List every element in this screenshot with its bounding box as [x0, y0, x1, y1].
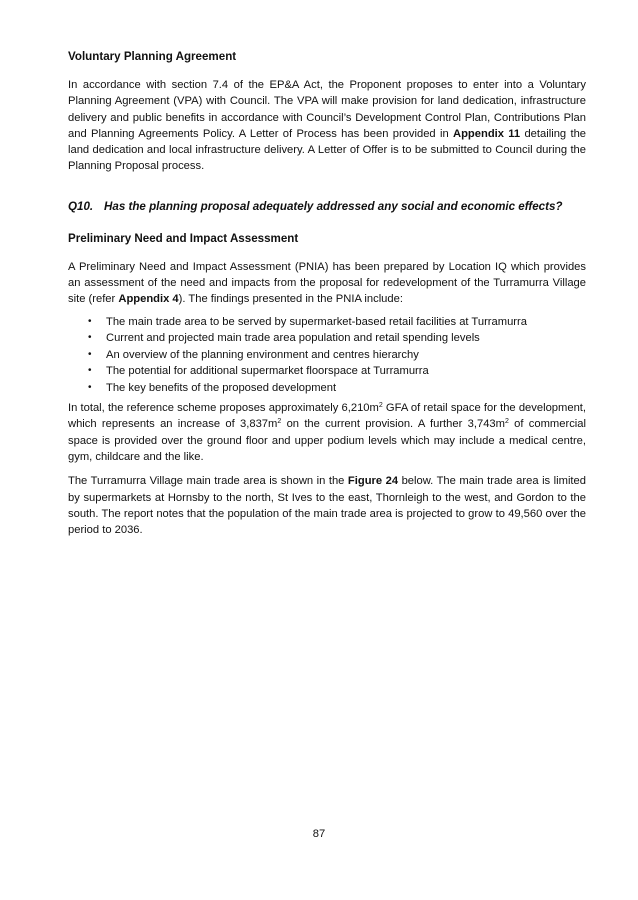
floorspace-text-1: In total, the reference scheme proposes approximately 6,210m: [68, 402, 379, 415]
trade-area-text-1: The Turramurra Village main trade area is shown in the: [68, 475, 348, 488]
pnia-intro-text-2: ). The findings presented in the PNIA include:: [178, 293, 403, 306]
vpa-heading: Voluntary Planning Agreement: [68, 50, 237, 63]
bullet-icon: •: [88, 365, 92, 377]
appendix-4-reference: Appendix 4: [118, 293, 179, 306]
appendix-11-reference: Appendix 11: [453, 127, 521, 140]
finding-text: The key benefits of the proposed development: [106, 381, 337, 394]
finding-text: The potential for additional supermarket floorspace at Turramurra: [106, 365, 429, 378]
page-number: 87: [312, 828, 326, 840]
vpa-text-1: In accordance with section 7.4 of the EP&A Act, the Proponent proposes to enter into a Voluntary Planning Agreement (VPA) with Council. The VPA will make provision for land dedication, infrastructure delivery and public benefits in accordance with Council’s Development Control Plan, Contributions Plan and Planning Agreements Policy. A Letter of Process has been provided in: [68, 79, 586, 140]
list-item: [68, 330, 586, 347]
pnia-findings-list: [68, 314, 586, 397]
list-item: [68, 347, 586, 364]
document-page: [68, 49, 586, 539]
floorspace-text-4: of commercial space is provided over the ground floor and upper podium levels which may include a medical centre, gym, childcare and the like.: [68, 418, 586, 464]
squared-superscript: 2: [378, 402, 383, 410]
list-item: [68, 380, 586, 397]
finding-text: Current and projected main trade area population and retail spending levels: [106, 332, 480, 345]
bullet-icon: •: [88, 381, 92, 393]
floorspace-text-3: on the current provision. A further 3,743m: [281, 418, 505, 431]
question-number: Q10.: [68, 199, 94, 213]
finding-text: The main trade area to be served by supermarket-based retail facilities at Turramurra: [106, 315, 527, 328]
bullet-icon: •: [88, 332, 92, 344]
bullet-icon: •: [88, 315, 92, 327]
vpa-paragraph: [68, 77, 586, 175]
list-item: [68, 363, 586, 380]
floorspace-text-2: GFA of retail space for the development, which represents an increase of 3,837m: [68, 402, 587, 431]
pnia-intro-paragraph: [68, 259, 586, 308]
trade-area-paragraph: [68, 473, 586, 538]
squared-superscript: 2: [504, 418, 509, 426]
floorspace-paragraph: [68, 400, 586, 465]
trade-area-text-2: below. The main trade area is limited by supermarkets at Hornsby to the north, St Ives to the east, Thornleigh to the west, and Gordon to the south. The report notes that the population of the main trade area is projected to grow to 49,560 over the period to 2036.: [68, 475, 586, 537]
pnia-heading: Preliminary Need and Impact Assessment: [68, 231, 299, 245]
finding-text: An overview of the planning environment and centres hierarchy: [106, 348, 419, 361]
pnia-intro-text-1: A Preliminary Need and Impact Assessment (PNIA) has been prepared by Location IQ which provides an assessment of the need and impacts from the proposal for redevelopment of the Turramurra Village site (refer: [68, 260, 586, 306]
question-10: [68, 199, 586, 215]
question-text: Has the planning proposal adequately addressed any social and economic effects?: [104, 199, 563, 213]
vpa-text-2: detailing the land dedication and local infrastructure delivery. A Letter of Offer is to be submitted to Council during the Planning Proposal process.: [68, 127, 587, 173]
list-item: [68, 314, 586, 331]
figure-24-reference: Figure 24: [347, 475, 399, 488]
squared-superscript: 2: [277, 418, 282, 426]
bullet-icon: •: [88, 348, 92, 360]
